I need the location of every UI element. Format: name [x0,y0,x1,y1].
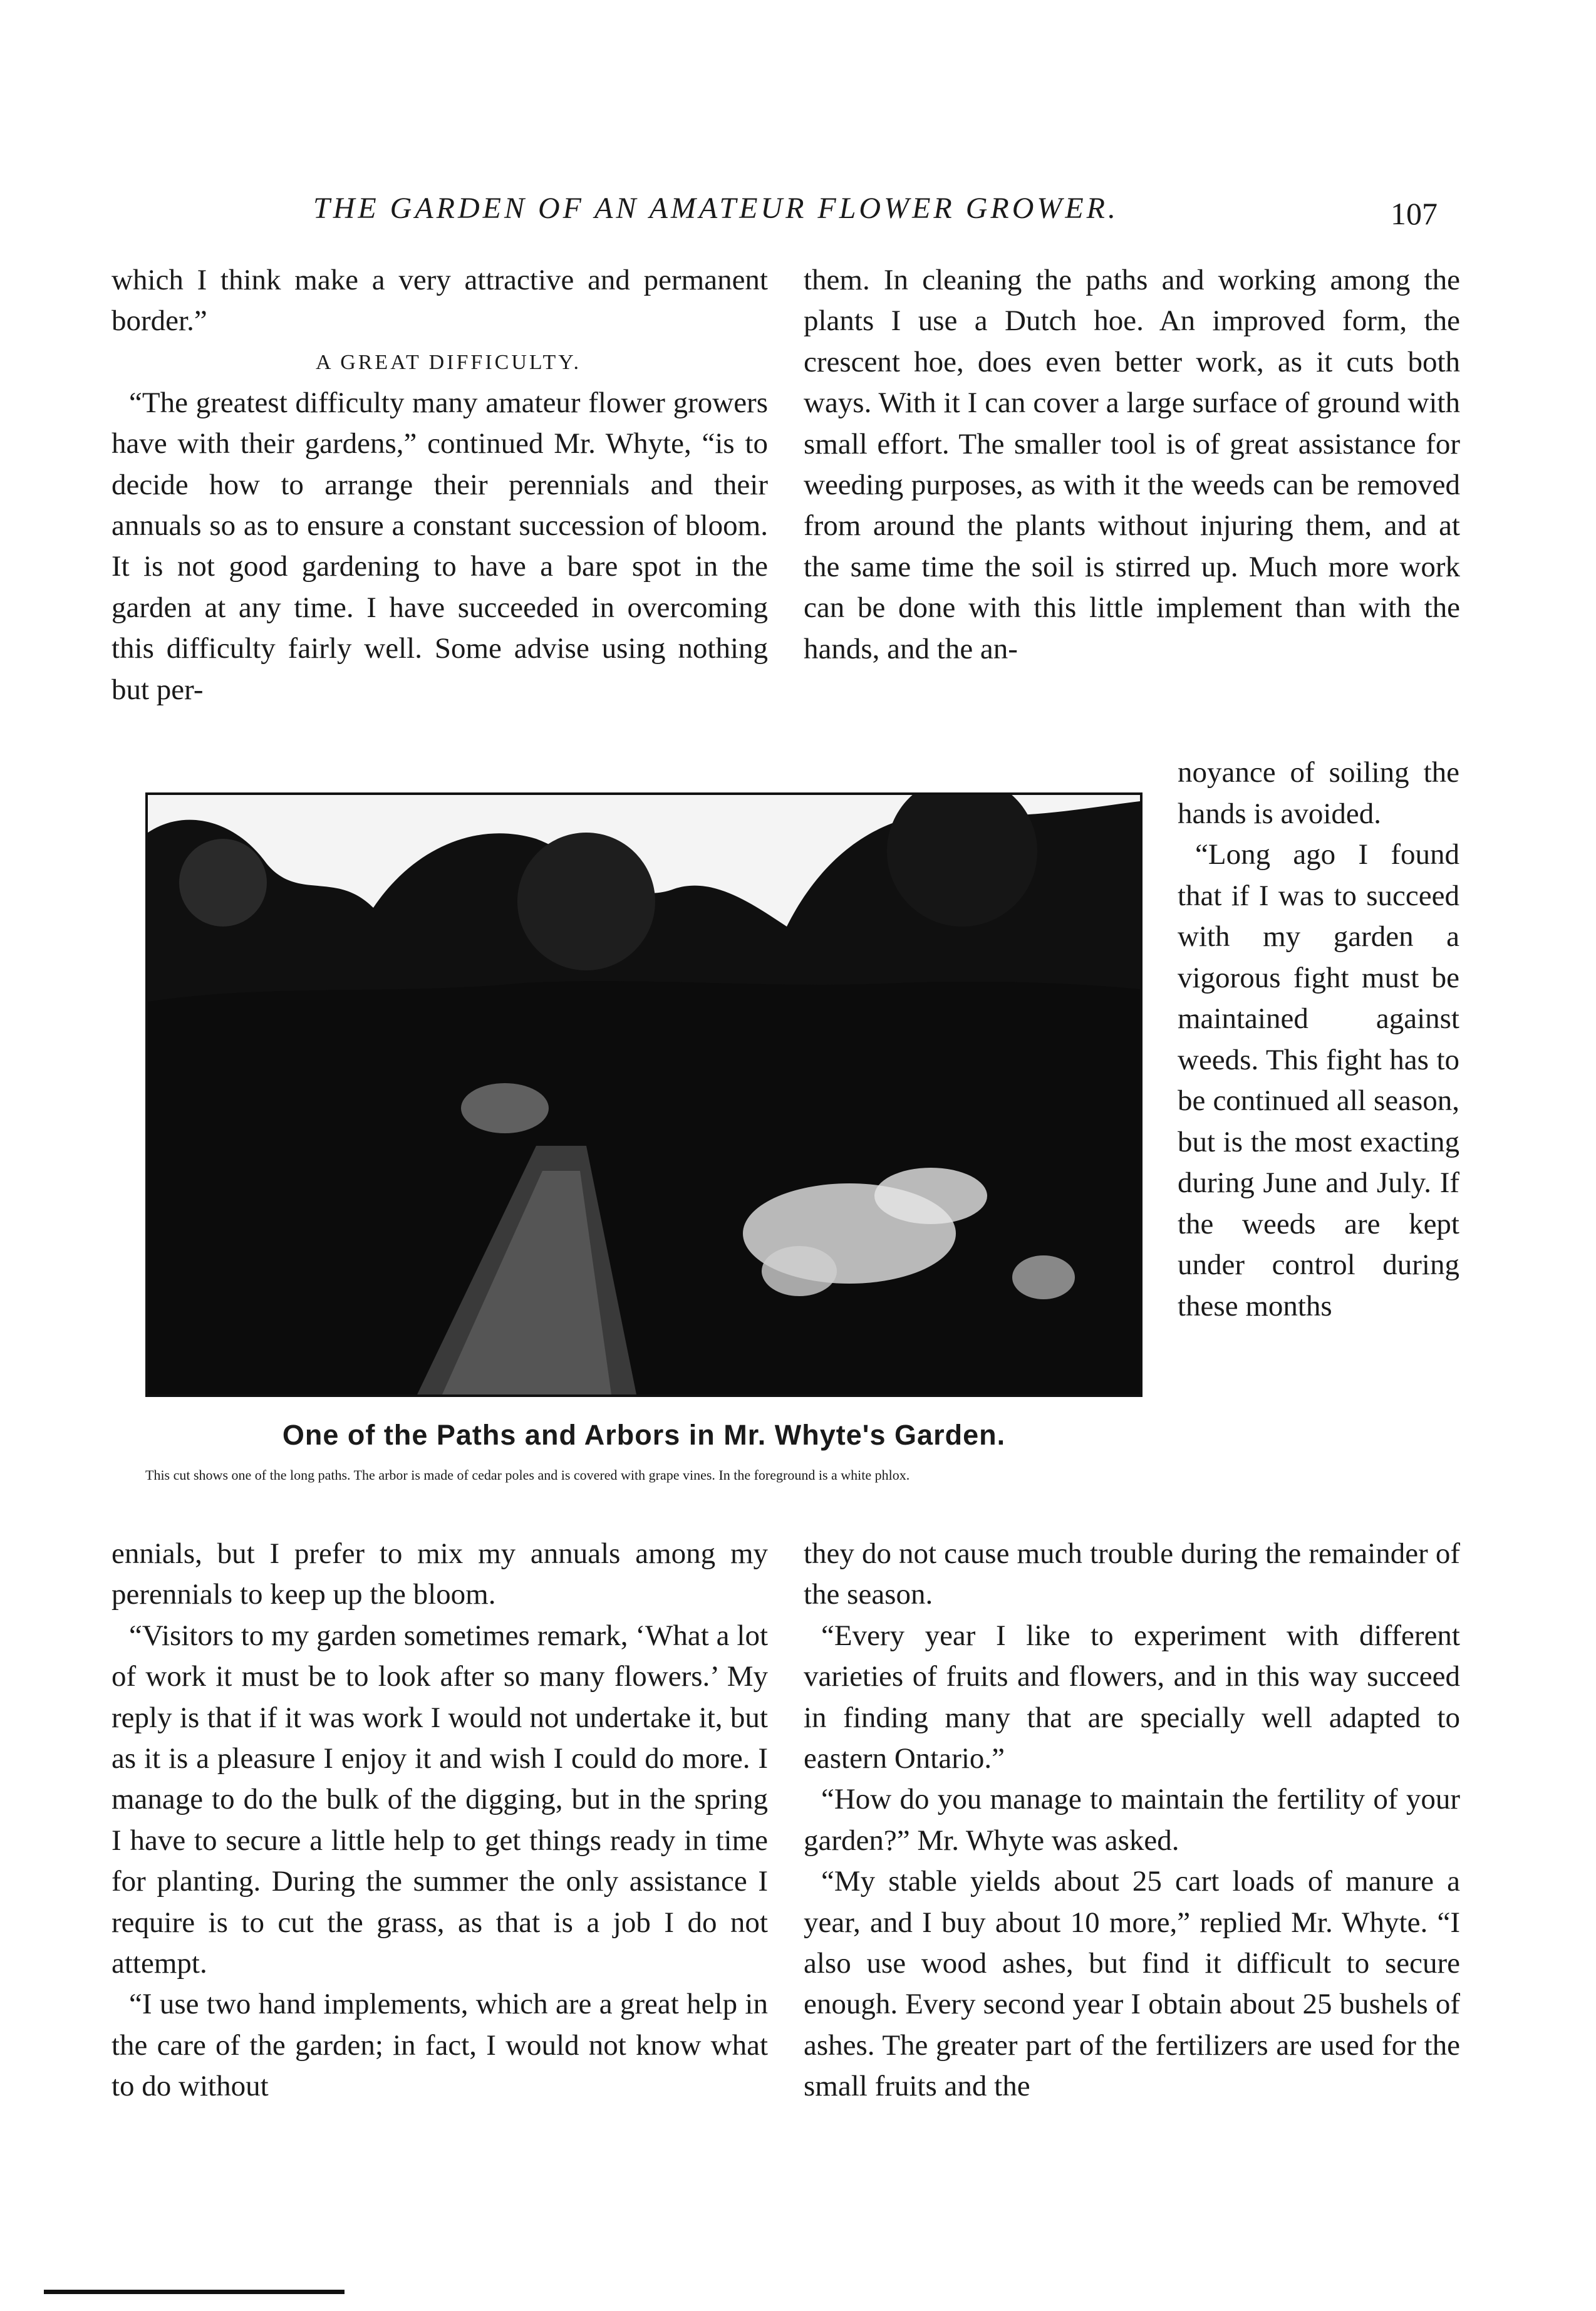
column-bottom-left [111,1534,768,2107]
garden-path-photo [145,792,1143,1397]
paragraph: them. In cleaning the paths and working among the plants I use a Dutch hoe. An improved form, the crescent hoe, does even better work, as it cuts both ways. With it I can cover a large surface of ground with small effort. The smaller tool is of great assistance for weeding purposes, as with it the weeds can be removed from around the plants without injuring them, and at the same time the soil is stirred up. Much more work can be done with this little implement than with the hands, and the an- [804,264,1460,665]
column-top-right [804,260,1460,670]
running-title: THE GARDEN OF AN AMATEUR FLOWER GROWER. [313,192,1119,225]
paragraph: “Every year I like to experiment with different varieties of fruits and flowers, and in this way succeed in finding many that are specially well adapted to eastern Ontario.” [804,1619,1460,1775]
page-bottom-rule [44,2290,345,2294]
column-beside-photo [1178,752,1459,1327]
paragraph: “Long ago I found that if I was to succeed with my garden a vigorous fight must be maintained against weeds. This fight has to be continued all season, but is the most exacting during June and July. If the weeds are kept under control during these months [1178,838,1459,1322]
column-bottom-right [804,1534,1460,2107]
paragraph: ennials, but I prefer to mix my annuals among my perennials to keep up the bloom. [111,1537,768,1611]
section-subheading: A GREAT DIFFICULTY. [316,350,581,374]
paragraph: they do not cause much trouble during the remainder of the season. [804,1537,1460,1611]
paragraph: “My stable yields about 25 cart loads of manure a year, and I buy about 10 more,” replied Mr. Whyte. “I also use wood ashes, but find it difficult to secure enough. Every second year I obtain about 25 bushels of ashes. The greater part of the fertilizers are used for the small fruits and the [804,1865,1460,2103]
page-number: 107 [1391,196,1438,231]
column-top-left [111,260,768,710]
garden-photo-illustration [148,795,1140,1394]
figure-caption-note: This cut shows one of the long paths. The arbor is made of cedar poles and is covered with grape vines. In the foreground is a white phlox. [145,1467,910,1483]
paragraph: “I use two hand implements, which are a great help in the care of the garden; in fact, I would not know what to do without [111,1988,768,2103]
paragraph: noyance of soiling the hands is avoided. [1178,756,1459,830]
paragraph: “The greatest difficulty many amateur flower growers have with their gardens,” continued Mr. Whyte, “is to decide how to arrange their perennials and their annuals so as to ensure a constant succession of bloom. It is not good gardening to have a bare spot in the garden at any time. I have succeeded in overcoming this difficulty fairly well. Some advise using nothing but per- [111,386,768,706]
figure-caption-title: One of the Paths and Arbors in Mr. Whyte's Garden. [282,1419,1006,1451]
paragraph: “How do you manage to maintain the fertility of your garden?” Mr. Whyte was asked. [804,1783,1460,1857]
paragraph: “Visitors to my garden sometimes remark, ‘What a lot of work it must be to look after so many flowers.’ My reply is that if it was work I would not undertake it, but as it is a pleasure I enjoy it and wish I could do more. I manage to do the bulk of the digging, but in the spring I have to secure a little help to get things ready in time for planting. During the summer the only assistance I require is to cut the grass, as that is a job I do not attempt. [111,1619,768,1980]
paragraph: which I think make a very attractive and permanent border.” [111,264,768,338]
